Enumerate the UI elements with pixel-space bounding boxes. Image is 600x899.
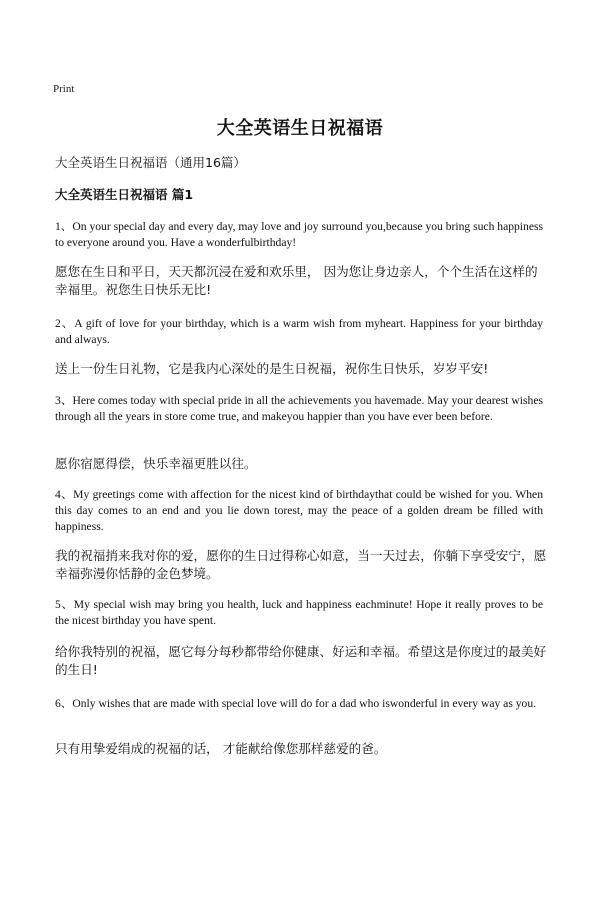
entry-6-english: 6、Only wishes that are made with special love will do for a dad who iswonderful in every way as you. [55,697,537,710]
document-title: 大全英语生日祝福语 [216,118,384,139]
entry-4-chinese: 我的祝福捎来我对你的爱，愿你的生日过得称心如意，当一天过去，你躺下享受安宁，愿幸福弥漫你恬静的金色梦境。 [55,548,547,581]
entry-5-chinese: 给你我特别的祝福，愿它每分每秒都带给你健康、好运和幸福。希望这是你度过的最美好的生日! [55,644,547,677]
entry-1-chinese: 愿您在生日和平日，天天都沉浸在爱和欢乐里， 因为您让身边亲人，个个生活在这样的幸福里。祝您生日快乐无比! [55,264,538,297]
entry-3-chinese: 愿你宿愿得偿，快乐幸福更胜以往。 [55,456,257,471]
print-label: Print [53,83,75,95]
section-heading: 大全英语生日祝福语 篇1 [55,187,194,202]
entry-5-english: 5、My special wish may bring you health, luck and happiness eachminute! Hope it really proves to be the nicest birthday you have spent. [55,598,543,627]
entry-2-chinese: 送上一份生日礼物，它是我内心深处的是生日祝福，祝你生日快乐，岁岁平安! [55,361,489,376]
document-subtitle: 大全英语生日祝福语（通用16篇） [55,155,246,170]
entry-6-chinese: 只有用挚爱绢成的祝福的话， 才能献给像您那样慈爱的爸。 [55,741,387,756]
entry-1-english: 1、On your special day and every day, may love and joy surround you,because you bring such happiness to everyone around you. Have a wonderfulbirthday! [55,220,543,249]
entry-4-english: 4、My greetings come with affection for the nicest kind of birthdaythat could be wished for you. When this day comes to an end and you lie down torest, may the peace of a golden dream be filled with happiness. [55,488,543,533]
entry-2-english: 2、A gift of love for your birthday, which is a warm wish from myheart. Happiness for your birthday and always. [55,317,543,346]
entry-3-english: 3、Here comes today with special pride in all the achievements you havemade. May your dearest wishes through all the years in store come true, and makeyou happier than you have ever been before. [55,394,543,423]
